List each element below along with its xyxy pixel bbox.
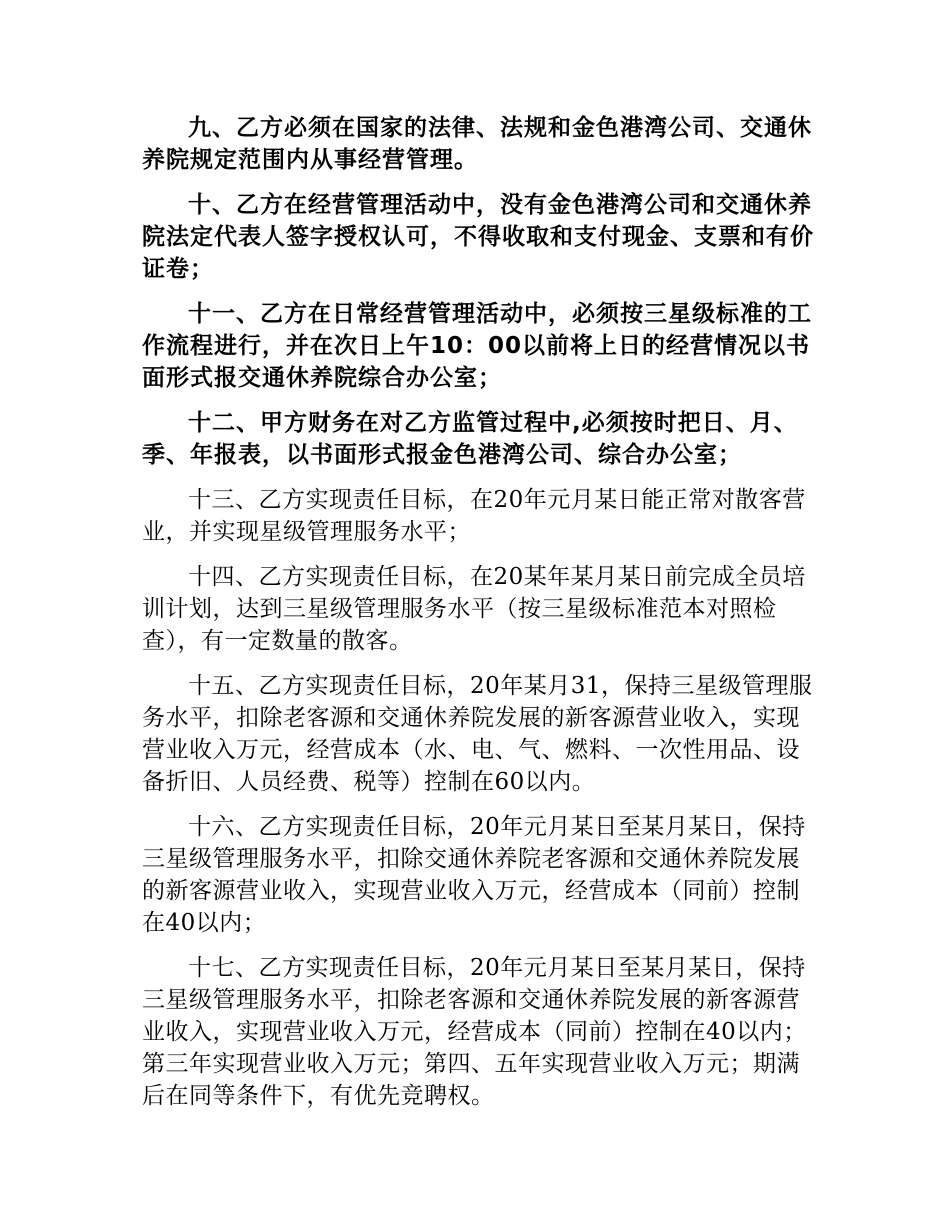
clause-15: 十五、乙方实现责任目标，20年某月31，保持三星级管理服务水平，扣除老客源和交通休养院发展的新客源营业收入，实现营业收入万元，经营成本（水、电、气、燃料、一次性用品、设备折旧、人员经费、税等）控制在60以内。 [142,673,813,795]
clause-13: 十三、乙方实现责任目标，在20年元月某日能正常对散客营业，并实现星级管理服务水平； [142,487,806,545]
clause-10: 十、乙方在经营管理活动中，没有金色港湾公司和交通休养院法定代表人签字授权认可，不得收取和支付现金、支票和有价证卷； [142,192,814,282]
clause-9: 九、乙方必须在国家的法律、法规和金色港湾公司、交通休养院规定范围内从事经营管理。 [142,115,812,173]
clause-12: 十二、甲方财务在对乙方监管过程中,必须按时把日、月、季、年报表，以书面形式报金色港湾公司、综合办公室； [142,410,798,468]
clause-11: 十一、乙方在日常经营管理活动中，必须按三星级标准的工作流程进行，并在次日上午10：00以前将上日的经营情况以书面形式报交通休养院综合办公室； [142,301,812,391]
clause-17: 十七、乙方实现责任目标，20年元月某日至某月某日，保持三星级管理服务水平，扣除老客源和交通休养院发展的新客源营业收入，实现营业收入万元，经营成本（同前）控制在40以内；第三年实现营业收入万元；第四、五年实现营业收入万元；期满后在同等条件下，有优先竞聘权。 [142,955,807,1109]
clause-16: 十六、乙方实现责任目标，20年元月某日至某月某日，保持三星级管理服务水平，扣除交通休养院老客源和交通休养院发展的新客源营业收入，实现营业收入万元，经营成本（同前）控制在40以内； [142,814,806,936]
clause-14: 十四、乙方实现责任目标，在20某年某月某日前完成全员培训计划，达到三星级管理服务水平（按三星级标准范本对照检查），有一定数量的散客。 [142,564,806,654]
document-body [142,112,814,1125]
